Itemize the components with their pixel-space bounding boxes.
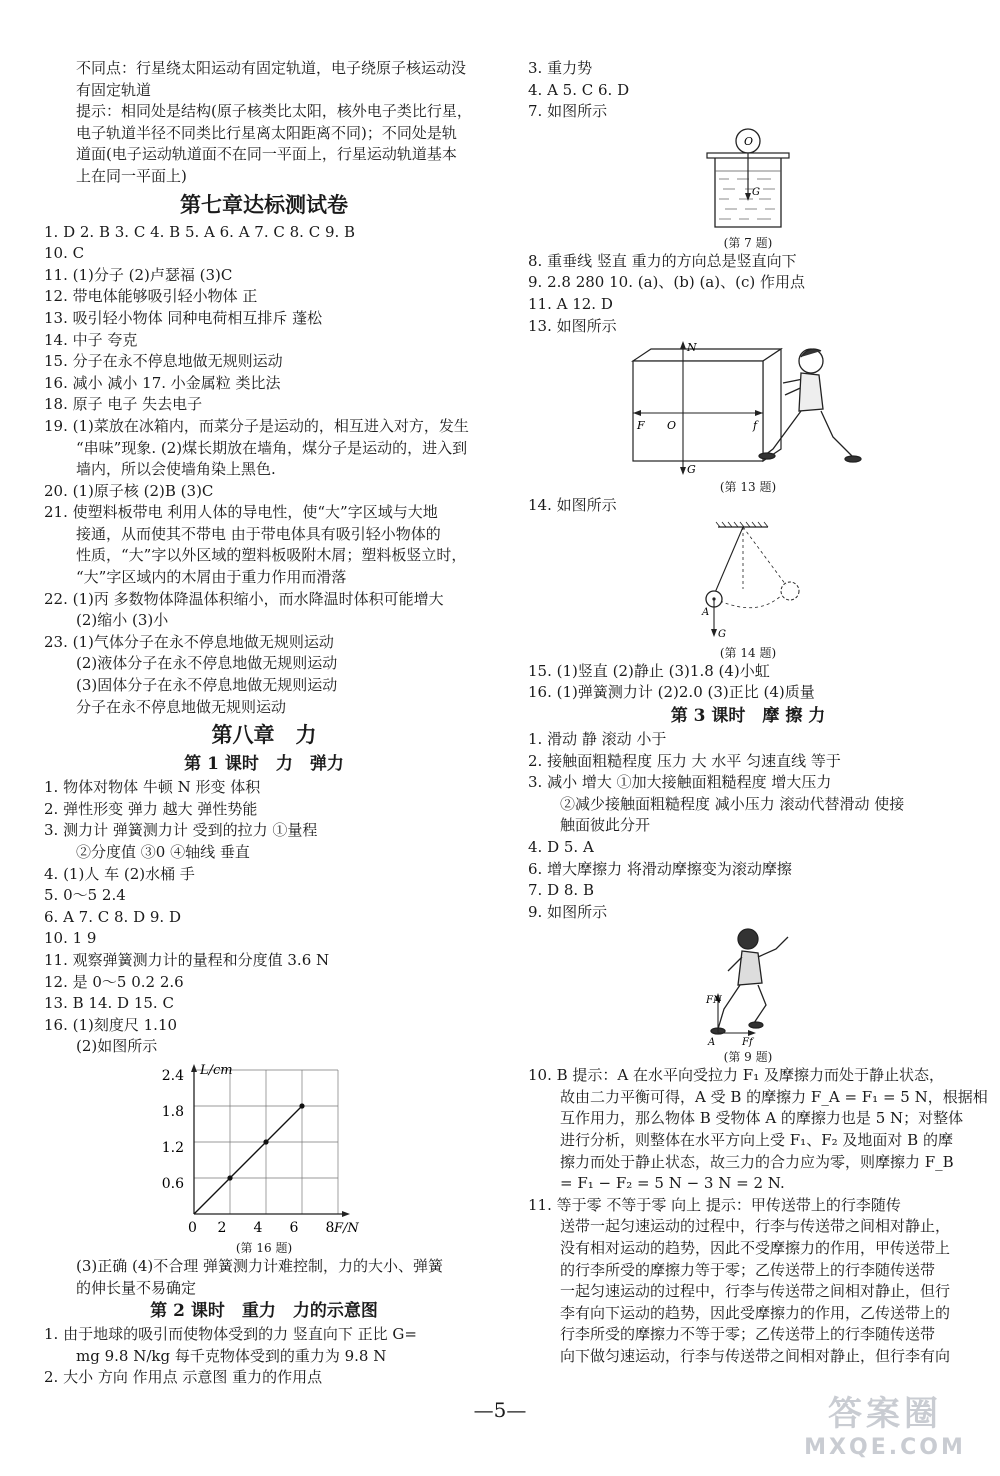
text-line: 11. 观察弹簧测力计的量程和分度值 3.6 N xyxy=(44,950,330,969)
text-line: 互作用力，那么物体 B 受物体 A 的摩擦力也是 5 N；对整体 xyxy=(560,1109,964,1128)
text-line: 12. 是 0～5 0.2 2.6 xyxy=(44,972,184,991)
text-line: 进行分析，则整体在水平方向上受 F₁、F₂ 及地面对 B 的摩 xyxy=(560,1131,953,1150)
text-line: 没有相对运动的趋势，因此不受摩擦力的作用，甲传送带上 xyxy=(560,1239,951,1258)
o-label: O xyxy=(667,419,677,433)
text-line: 故由二力平衡可得，A 受 B 的摩擦力 F_A = F₁ = 5 N，根据相 xyxy=(560,1087,988,1106)
data-point xyxy=(299,1103,304,1108)
text-line: (2)如图所示 xyxy=(76,1037,158,1056)
a-label: A xyxy=(708,1037,716,1049)
text-line: 1. D 2. B 3. C 4. B 5. A 6. A 7. C 8. C 9. B xyxy=(44,222,356,241)
text-line: 行李所受的摩擦力不等于零；乙传送带上的行李随传送带 xyxy=(560,1325,936,1344)
series-line xyxy=(194,1106,302,1214)
x-tick-label: 8 xyxy=(325,1219,335,1236)
text-line: 2. 大小 方向 作用点 示意图 重力的作用点 xyxy=(44,1368,323,1387)
x-axis-label: F/N xyxy=(334,1220,359,1236)
y-tick-label: 2.4 xyxy=(161,1067,184,1084)
text-line: 6. 增大摩擦力 将滑动摩擦变为滚动摩擦 xyxy=(528,859,792,878)
data-point xyxy=(263,1139,268,1144)
text-line: 11. A 12. D xyxy=(528,294,613,313)
text-line: 14. 中子 夸克 xyxy=(44,330,138,349)
text-line: 11. (1)分子 (2)卢瑟福 (3)C xyxy=(44,265,233,284)
left-top-block xyxy=(44,58,484,188)
text-line: 擦力而处于静止状态，故三力的合力应为零，则摩擦力 F_B xyxy=(560,1152,954,1171)
y-tick-label: 1.8 xyxy=(161,1103,184,1120)
figure-caption: (第 14 题) xyxy=(719,645,777,660)
x-tick-label: 4 xyxy=(253,1219,263,1236)
text-line: 13. 如图所示 xyxy=(528,316,617,335)
f-big-label: F xyxy=(637,419,645,433)
y-tick-label: 1.2 xyxy=(161,1139,184,1156)
text-line: 10. B 提示：A 在水平向受拉力 F₁ 及摩擦力而处于静止状态， xyxy=(528,1066,944,1085)
text-line: 9. 如图所示 xyxy=(528,902,608,921)
text-line: 向下做匀速运动，行李与传送带之间相对静止，但行李有向 xyxy=(560,1347,951,1365)
text-line: 3. 测力计 弹簧测力计 受到的拉力 ①量程 xyxy=(44,821,318,840)
text-line: 9. 2.8 280 10. (a)、(b) (a)、(c) 作用点 xyxy=(528,273,805,292)
lesson2-title: 第 2 课时 重力 力的示意图 xyxy=(150,1301,378,1322)
watermark-logo xyxy=(790,1386,980,1468)
text-line: mg 9.8 N/kg 每千克物体受到的重力为 9.8 N xyxy=(76,1346,387,1365)
lesson1-answers xyxy=(44,777,484,1058)
text-line: 4. A 5. C 6. D xyxy=(528,80,630,99)
text-line: 21. 使塑料板带电 利用人体的导电性，使“大”字区域与大地 xyxy=(44,503,438,522)
text-line: 2. 弹性形变 弹力 越大 弹性势能 xyxy=(44,799,258,818)
text-line: 不同点：行星绕太阳运动有固定轨道，电子绕原子核运动没 xyxy=(76,59,467,77)
graph-series xyxy=(194,1103,305,1214)
o-label: O xyxy=(744,134,754,148)
text-line: 道面(电子运动轨道面不在同一平面上，行星运动轨道基本 xyxy=(76,145,457,164)
chapter8-title: 第八章 力 xyxy=(211,722,317,748)
watermark-bottom: MXQE.COM xyxy=(804,1435,966,1460)
text-line: 15. 分子在永不停息地做无规则运动 xyxy=(44,352,283,371)
chapter7-answers xyxy=(44,222,484,719)
q11-answer xyxy=(528,1195,968,1368)
n-label: N xyxy=(687,341,697,355)
text-line: 电子轨道半径不同类比行星离太阳距离不同)；不同处是轨 xyxy=(76,123,457,142)
lesson3-answers xyxy=(528,729,968,923)
text-line: 12. 带电体能够吸引轻小物体 正 xyxy=(44,287,258,306)
text-line: 送带一起匀速运动的过程中，行李与传送带之间相对静止， xyxy=(560,1217,951,1236)
lesson3-title: 第 3 课时 摩 擦 力 xyxy=(670,705,826,726)
text-line: 一起匀速运动的过程中，行李与传送带之间相对静止，但行 xyxy=(560,1282,951,1301)
text-line: 5. 0～5 2.4 xyxy=(44,886,126,905)
fn-label: FN xyxy=(706,995,722,1007)
text-line: 李有向下运动的趋势，因此受摩擦力的作用，乙传送带上的 xyxy=(560,1303,951,1322)
q10-answer xyxy=(528,1065,988,1195)
text-line: 3. 减小 增大 ①加大接触面粗糙程度 增大压力 xyxy=(528,773,832,792)
text-line: 墙内，所以会使墙角染上黑色. xyxy=(76,460,276,479)
y-tick-label: 0.6 xyxy=(161,1175,184,1192)
figure-caption: (第 16 题) xyxy=(235,1240,293,1255)
text-line: “大”字区域内的木屑由于重力作用而滑落 xyxy=(76,568,347,587)
text-line: 8. 重垂线 竖直 重力的方向总是竖直向下 xyxy=(528,251,797,270)
text-line: (2)液体分子在永不停息地做无规则运动 xyxy=(76,654,338,673)
g-label: G xyxy=(718,628,726,640)
text-line: 触面彼此分开 xyxy=(560,816,651,835)
text-line: 22. (1)丙 多数物体降温体积缩小，而水降温时体积可能增大 xyxy=(44,589,444,608)
text-line: 6. A 7. C 8. D 9. D xyxy=(44,907,181,926)
runner-figure xyxy=(711,929,788,1034)
right-mid-block-2 xyxy=(528,495,968,517)
text-line: 16. 减小 减小 17. 小金属粒 类比法 xyxy=(44,373,281,392)
text-line: 7. 如图所示 xyxy=(528,102,608,121)
text-line: (3)固体分子在永不停息地做无规则运动 xyxy=(76,676,338,695)
right-column xyxy=(528,58,988,1368)
text-line: 10. C xyxy=(44,244,85,263)
data-point xyxy=(227,1175,232,1180)
x-tick-label: 6 xyxy=(289,1219,299,1236)
text-line: 13. B 14. D 15. C xyxy=(44,994,174,1013)
svg-text:G: G xyxy=(752,186,760,198)
text-line: 上在同一平面上) xyxy=(76,166,187,185)
line-graph-16 xyxy=(154,1060,374,1240)
lesson1-after xyxy=(44,1256,484,1299)
y-axis-label: L/cm xyxy=(200,1062,233,1078)
beaker-figure-7 xyxy=(693,125,803,235)
text-line: 提示：相同处是结构(原子核类比太阳，核外电子类比行星， xyxy=(76,102,472,121)
right-mid-block-1 xyxy=(528,251,968,337)
text-line: 2. 接触面粗糙程度 压力 大 水平 匀速直线 等于 xyxy=(528,751,841,770)
origin-label: 0 xyxy=(188,1219,197,1236)
text-line: 4. D 5. A xyxy=(528,837,594,856)
text-line: 16. (1)刻度尺 1.10 xyxy=(44,1015,178,1034)
g-label: G xyxy=(687,463,696,477)
text-line: 10. 1 9 xyxy=(44,929,97,948)
text-line: 的行李所受的摩擦力等于零；乙传送带上的行李随传送带 xyxy=(560,1260,936,1279)
x-tick-label: 2 xyxy=(217,1219,227,1236)
chapter7-title: 第七章达标测试卷 xyxy=(180,191,348,217)
ff-label: Ff xyxy=(742,1037,753,1049)
text-line: ②分度值 ③0 ④轴线 垂直 xyxy=(76,843,250,861)
figure-caption: (第 9 题) xyxy=(723,1050,773,1065)
push-box-figure-13 xyxy=(623,339,873,479)
figure-caption: (第 7 题) xyxy=(723,235,773,250)
text-line: 接通，从而使其不带电 由于带电体具有吸引轻小物体的 xyxy=(76,524,441,543)
lesson2-answers-left xyxy=(44,1324,484,1389)
text-line: 23. (1)气体分子在永不停息地做无规则运动 xyxy=(44,632,334,651)
text-line: (2)缩小 (3)小 xyxy=(76,611,169,630)
text-line: 11. 等于零 不等于零 向上 提示：甲传送带上的行李随传 xyxy=(528,1195,901,1214)
text-line: 3. 重力势 xyxy=(528,59,593,77)
text-line: 1. 物体对物体 牛顿 N 形变 体积 xyxy=(44,778,261,797)
figure-caption: (第 13 题) xyxy=(719,480,777,495)
text-line: 分子在永不停息地做无规则运动 xyxy=(76,697,287,716)
text-line: 4. (1)人 车 (2)水桶 手 xyxy=(44,864,195,883)
lesson1-title: 第 1 课时 力 弹力 xyxy=(184,754,344,775)
text-line: 的伸长量不易确定 xyxy=(76,1278,197,1297)
text-line: 性质，“大”字以外区域的塑料板吸附木屑；塑料板竖立时， xyxy=(76,546,467,565)
text-line: ②减少接触面粗糙程度 减小压力 滚动代替滑动 使接 xyxy=(560,794,905,813)
page-number: —5— xyxy=(473,1398,527,1422)
running-boy-figure-9 xyxy=(678,925,818,1049)
text-line: 13. 吸引轻小物体 同种电荷相互排斥 蓬松 xyxy=(44,308,323,327)
text-line: 15. (1)竖直 (2)静止 (3)1.8 (4)小虹 xyxy=(528,661,770,680)
text-line: (3)正确 (4)不合理 弹簧测力计难控制，力的大小、弹簧 xyxy=(76,1256,444,1275)
text-line: 18. 原子 电子 失去电子 xyxy=(44,395,203,414)
a-label: A xyxy=(702,606,710,618)
text-line: 有固定轨道 xyxy=(76,80,152,99)
text-line: 1. 滑动 静 滚动 小于 xyxy=(528,729,667,748)
pendulum-figure-14 xyxy=(668,519,828,645)
right-top-block xyxy=(528,58,968,123)
text-line: 7. D 8. B xyxy=(528,881,594,900)
text-line: 19. (1)菜放在冰箱内，而菜分子是运动的，相互进入对方，发生 xyxy=(44,416,469,435)
text-line: = F₁ − F₂ = 5 N − 3 N = 2 N. xyxy=(560,1174,785,1193)
f-small-label: f xyxy=(753,419,758,433)
left-column xyxy=(44,58,484,1389)
text-line: 1. 由于地球的吸引而使物体受到的力 竖直向下 正比 G= xyxy=(44,1325,417,1344)
text-line: “串味”现象. (2)煤长期放在墙角，煤分子是运动的，进入到 xyxy=(76,438,468,457)
watermark-top: 答案圈 xyxy=(828,1394,942,1434)
text-line: 20. (1)原子核 (2)B (3)C xyxy=(44,481,214,500)
right-mid-block-3 xyxy=(528,661,968,704)
text-line: 16. (1)弹簧测力计 (2)2.0 (3)正比 (4)质量 xyxy=(528,683,815,702)
text-line: 14. 如图所示 xyxy=(528,496,617,515)
